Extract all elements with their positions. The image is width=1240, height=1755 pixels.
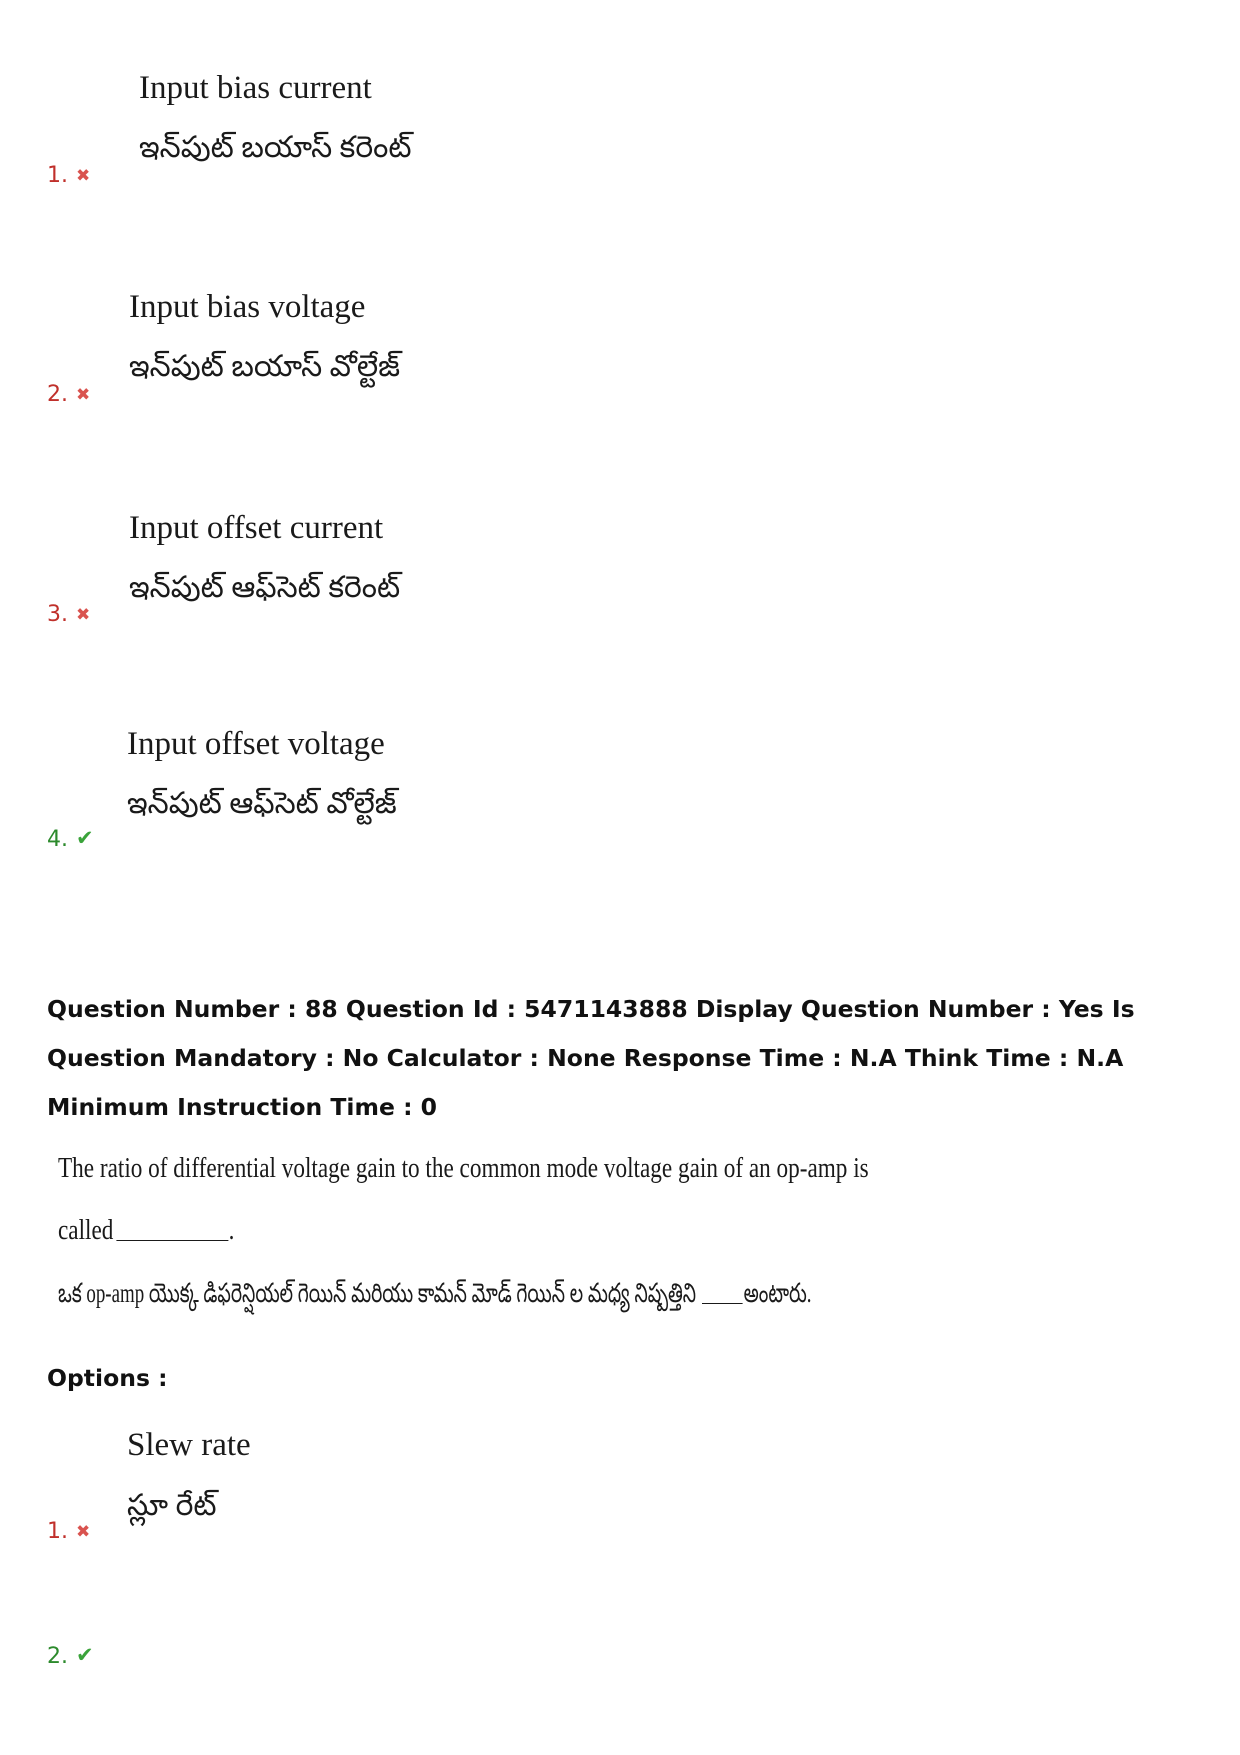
option-text-telugu: ఇన్‌పుట్ ఆఫ్‌సెట్ కరెంట్ [129, 571, 401, 604]
option-number-label: 2. [47, 382, 68, 407]
option-text-english: Input offset voltage [127, 726, 385, 762]
question-text-english-line1: The ratio of differential voltage gain to the common mode voltage gain of an op-amp is [58, 1152, 869, 1184]
check-mark-icon: ✔ [76, 826, 94, 850]
question-text-telugu [58, 1273, 812, 1313]
option-text-telugu: ఇన్‌పుట్ బయాస్ వోల్టేజ్ [129, 350, 401, 383]
option-number-label: 1. [47, 163, 68, 188]
question-metadata: Question Number : 88 Question Id : 5471143888 Display Question Number : Yes Is Question Mandatory : No Calculator : None Response Time : N.A Think Time : N.A Minimum Instruction Time : 0 [47, 995, 1135, 1121]
option-number [47, 162, 90, 190]
answer-blank [117, 1214, 229, 1241]
option-text-telugu: ఇన్‌పుట్ ఆఫ్‌సెట్ వోల్టేజ్ [127, 787, 397, 820]
option-number-label: 3. [47, 602, 68, 627]
option-number-label: 2. [47, 1644, 68, 1669]
option-number-label: 4. [47, 827, 68, 852]
question-telugu-part2: అంటారు. [743, 1278, 812, 1308]
option-number [47, 1518, 90, 1546]
option-number [47, 601, 90, 629]
option-text-english: Input offset current [129, 510, 384, 546]
wrong-mark-icon: ✖ [76, 385, 91, 405]
option-text-telugu: ఇన్‌పుట్ బయాస్ కరెంట్ [139, 131, 412, 164]
wrong-mark-icon: ✖ [76, 166, 91, 186]
option-text-english: Input bias voltage [129, 289, 366, 325]
question-text-called: called [58, 1214, 114, 1246]
question-telugu-part1: ఒక op-amp యొక్క డిఫరెన్షియల్ గెయిన్ మరియు కామన్ మోడ్ గెయిన్ ల మధ్య నిష్పత్తిని [58, 1278, 697, 1308]
option-text-english: Input bias current [139, 70, 372, 106]
question-text-period: . [228, 1214, 235, 1246]
wrong-mark-icon: ✖ [76, 605, 91, 625]
option-number [47, 824, 94, 854]
option-number [47, 381, 90, 409]
question-text-english-line2 [58, 1210, 234, 1250]
answer-blank-telugu [702, 1279, 743, 1304]
options-heading: Options : [47, 1364, 168, 1392]
wrong-mark-icon: ✖ [76, 1522, 91, 1542]
option-number-label: 1. [47, 1519, 68, 1544]
option-text-telugu: స్లూ రేట్ [127, 1489, 217, 1522]
option-text-english: Slew rate [127, 1427, 251, 1463]
check-mark-icon: ✔ [76, 1643, 94, 1667]
option-number [47, 1641, 94, 1671]
